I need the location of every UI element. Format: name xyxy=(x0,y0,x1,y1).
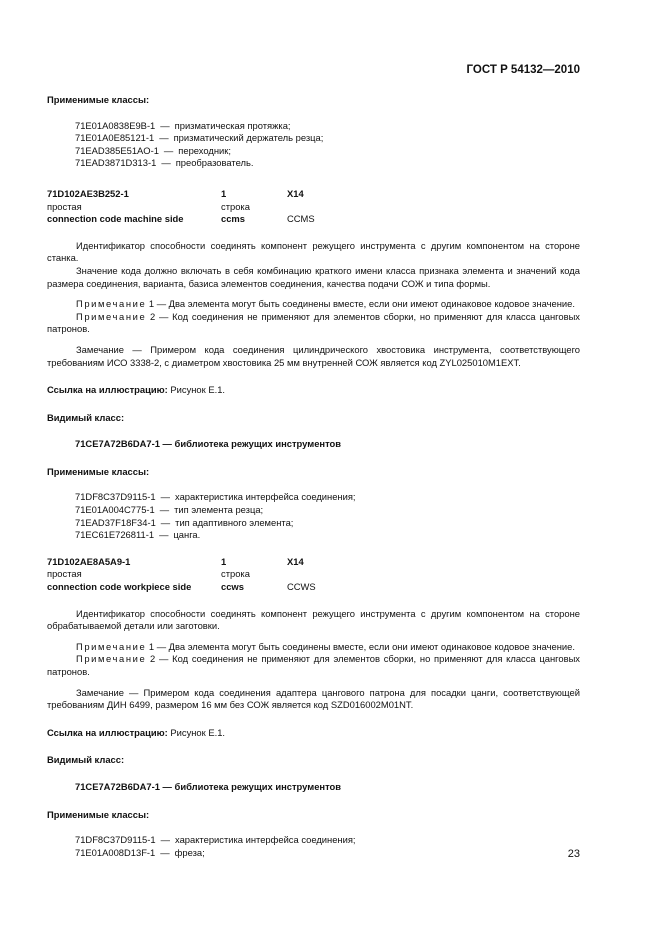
note-text: — Два элемента могут быть соединены вместе, если они имеют одинаковое кодовое значение. xyxy=(156,640,575,652)
applicable-classes-heading: Применимые классы: xyxy=(47,465,150,477)
illustration-reference xyxy=(47,384,580,397)
list-item xyxy=(75,847,580,860)
class-code: 71E01A004C775-1 xyxy=(75,504,155,516)
list-item xyxy=(75,529,580,542)
class-list-1 xyxy=(75,120,580,170)
class-list-2 xyxy=(75,491,580,541)
class-description: характеристика интерфейса соединения; xyxy=(174,491,356,503)
dash: — xyxy=(161,157,171,169)
list-item xyxy=(75,517,580,530)
visible-class-value: 71CE7A72B6DA7-1 — библиотека режущих инструментов xyxy=(75,438,342,450)
remark-paragraph: Замечание — Примером кода соединения адаптера цангового патрона для посадки цанги, соответствующей требованиям ДИН 6499, размером 16 мм без СОЖ является код SZD016002M01NT. xyxy=(47,686,580,711)
class-code: 71EC61E726811-1 xyxy=(75,529,155,541)
dash: — xyxy=(160,846,170,858)
dash: — xyxy=(160,834,170,846)
dash: — xyxy=(159,504,170,516)
document-standard-header: ГОСТ Р 54132—2010 xyxy=(466,64,580,76)
class-list-3 xyxy=(75,834,580,859)
note-number: 1 xyxy=(148,298,155,310)
class-description: преобразователь. xyxy=(175,157,254,169)
property-short-name: ccws xyxy=(221,581,244,593)
class-code: 71EAD3871D313-1 xyxy=(75,157,157,169)
dash: — xyxy=(159,529,169,541)
property-code: 71D102AE3B252-1 xyxy=(47,187,129,199)
dash: — xyxy=(160,119,170,131)
note-text: — Два элемента могут быть соединены вместе, если они имеют одинаковое кодовое значение. xyxy=(156,298,575,310)
list-item xyxy=(75,132,580,145)
class-description: цанга. xyxy=(173,529,201,541)
reference-value: Рисунок Е.1. xyxy=(170,384,226,396)
property-type-code: X14 xyxy=(287,187,304,199)
property-type-code: X14 xyxy=(287,555,304,567)
class-description: тип адаптивного элемента; xyxy=(175,516,294,528)
page-number: 23 xyxy=(567,848,580,860)
property-name: connection code workpiece side xyxy=(47,581,192,593)
property-name-row xyxy=(47,213,580,226)
applicable-classes-heading: Применимые классы: xyxy=(47,94,150,105)
class-code: 71DF8C37D9115-1 xyxy=(75,834,156,846)
reference-value: Рисунок Е.1. xyxy=(170,726,226,738)
class-code: 71E01A0838E9B-1 xyxy=(75,119,156,131)
note-text: — Код соединения не применяют для элементов сборки, но применяют для класса цанговых патронов. xyxy=(47,653,580,677)
property-simple: простая xyxy=(47,200,82,212)
class-description: фреза; xyxy=(174,846,205,858)
class-description: тип элемента резца; xyxy=(174,504,264,516)
note-text: — Код соединения не применяют для элементов сборки, но применяют для класса цанговых патронов. xyxy=(47,310,580,335)
list-item xyxy=(75,157,580,170)
page-content xyxy=(47,94,580,859)
dash: — xyxy=(160,491,170,503)
reference-label: Ссылка на иллюстрацию: xyxy=(47,726,168,738)
visible-class-value: 71CE7A72B6DA7-1 — библиотека режущих инструментов xyxy=(75,780,342,792)
property-code: 71D102AE8A5A9-1 xyxy=(47,555,131,567)
class-description: характеристика интерфейса соединения; xyxy=(174,834,356,846)
class-code: 71EAD37F18F34-1 xyxy=(75,516,156,528)
property-upper-name: CCWS xyxy=(287,581,316,593)
list-item xyxy=(75,491,580,504)
property-name-row xyxy=(47,581,580,594)
reference-label: Ссылка на иллюстрацию: xyxy=(47,384,168,396)
definition-paragraph: Идентификатор способности соединять компонент режущего инструмента с другим компонентом на стороне станка. xyxy=(47,239,580,264)
property-string: строка xyxy=(221,200,250,212)
list-item xyxy=(75,504,580,517)
list-item xyxy=(75,834,580,847)
remark-paragraph: Замечание — Примером кода соединения цилиндрического хвостовика инструмента, соответствующего требованиям ИСО 3338-2, с диаметром хвостовика 25 мм внутренней СОЖ является код ZYL025010M1EXT. xyxy=(47,343,580,368)
property-number: 1 xyxy=(221,555,227,567)
list-item xyxy=(75,145,580,158)
note-1 xyxy=(47,641,580,654)
visible-class-heading: Видимый класс: xyxy=(47,754,125,766)
illustration-reference xyxy=(47,727,580,740)
property-number: 1 xyxy=(221,187,227,199)
note-label: Примечание xyxy=(76,298,147,310)
note-2 xyxy=(47,653,580,678)
note-number: 2 xyxy=(150,310,156,322)
property-block-1 xyxy=(47,188,580,226)
dash: — xyxy=(160,516,171,528)
dash: — xyxy=(163,144,174,156)
class-description: переходник; xyxy=(178,144,231,156)
property-block-2 xyxy=(47,556,580,594)
class-code: 71E01A0E85121-1 xyxy=(75,132,155,144)
property-upper-name: CCMS xyxy=(287,213,315,225)
note-2 xyxy=(47,311,580,336)
class-code: 71E01A008D13F-1 xyxy=(75,846,156,858)
property-name: connection code machine side xyxy=(47,213,184,225)
note-1 xyxy=(47,298,580,311)
dash: — xyxy=(159,132,169,144)
property-string: строка xyxy=(221,568,250,580)
note-number: 2 xyxy=(150,653,156,665)
property-header-row xyxy=(47,556,580,569)
property-simple: простая xyxy=(47,568,82,580)
note-label: Примечание xyxy=(76,653,147,665)
property-header-row xyxy=(47,188,580,201)
property-short-name: ccms xyxy=(221,213,245,225)
applicable-classes-heading: Применимые классы: xyxy=(47,808,150,820)
value-paragraph: Значение кода должно включать в себя комбинацию краткого имени класса признака элемента и значений кода размера соединения, варианта, базиса элементов соединения, качества подачи СОЖ и типа формы. xyxy=(47,264,580,289)
class-description: призматическая протяжка; xyxy=(174,119,291,131)
note-label: Примечание xyxy=(76,640,147,652)
property-type-row xyxy=(47,568,580,581)
property-type-row xyxy=(47,201,580,214)
note-number: 1 xyxy=(148,640,155,652)
class-code: 71EAD385E51AO-1 xyxy=(75,144,159,156)
list-item xyxy=(75,120,580,133)
note-label: Примечание xyxy=(76,310,147,322)
class-description: призматический держатель резца; xyxy=(173,132,324,144)
definition-paragraph: Идентификатор способности соединять компонент режущего инструмента с другим компонентом на стороне обрабатываемой детали или заготовки. xyxy=(47,607,580,632)
visible-class-heading: Видимый класс: xyxy=(47,411,125,423)
class-code: 71DF8C37D9115-1 xyxy=(75,491,156,503)
